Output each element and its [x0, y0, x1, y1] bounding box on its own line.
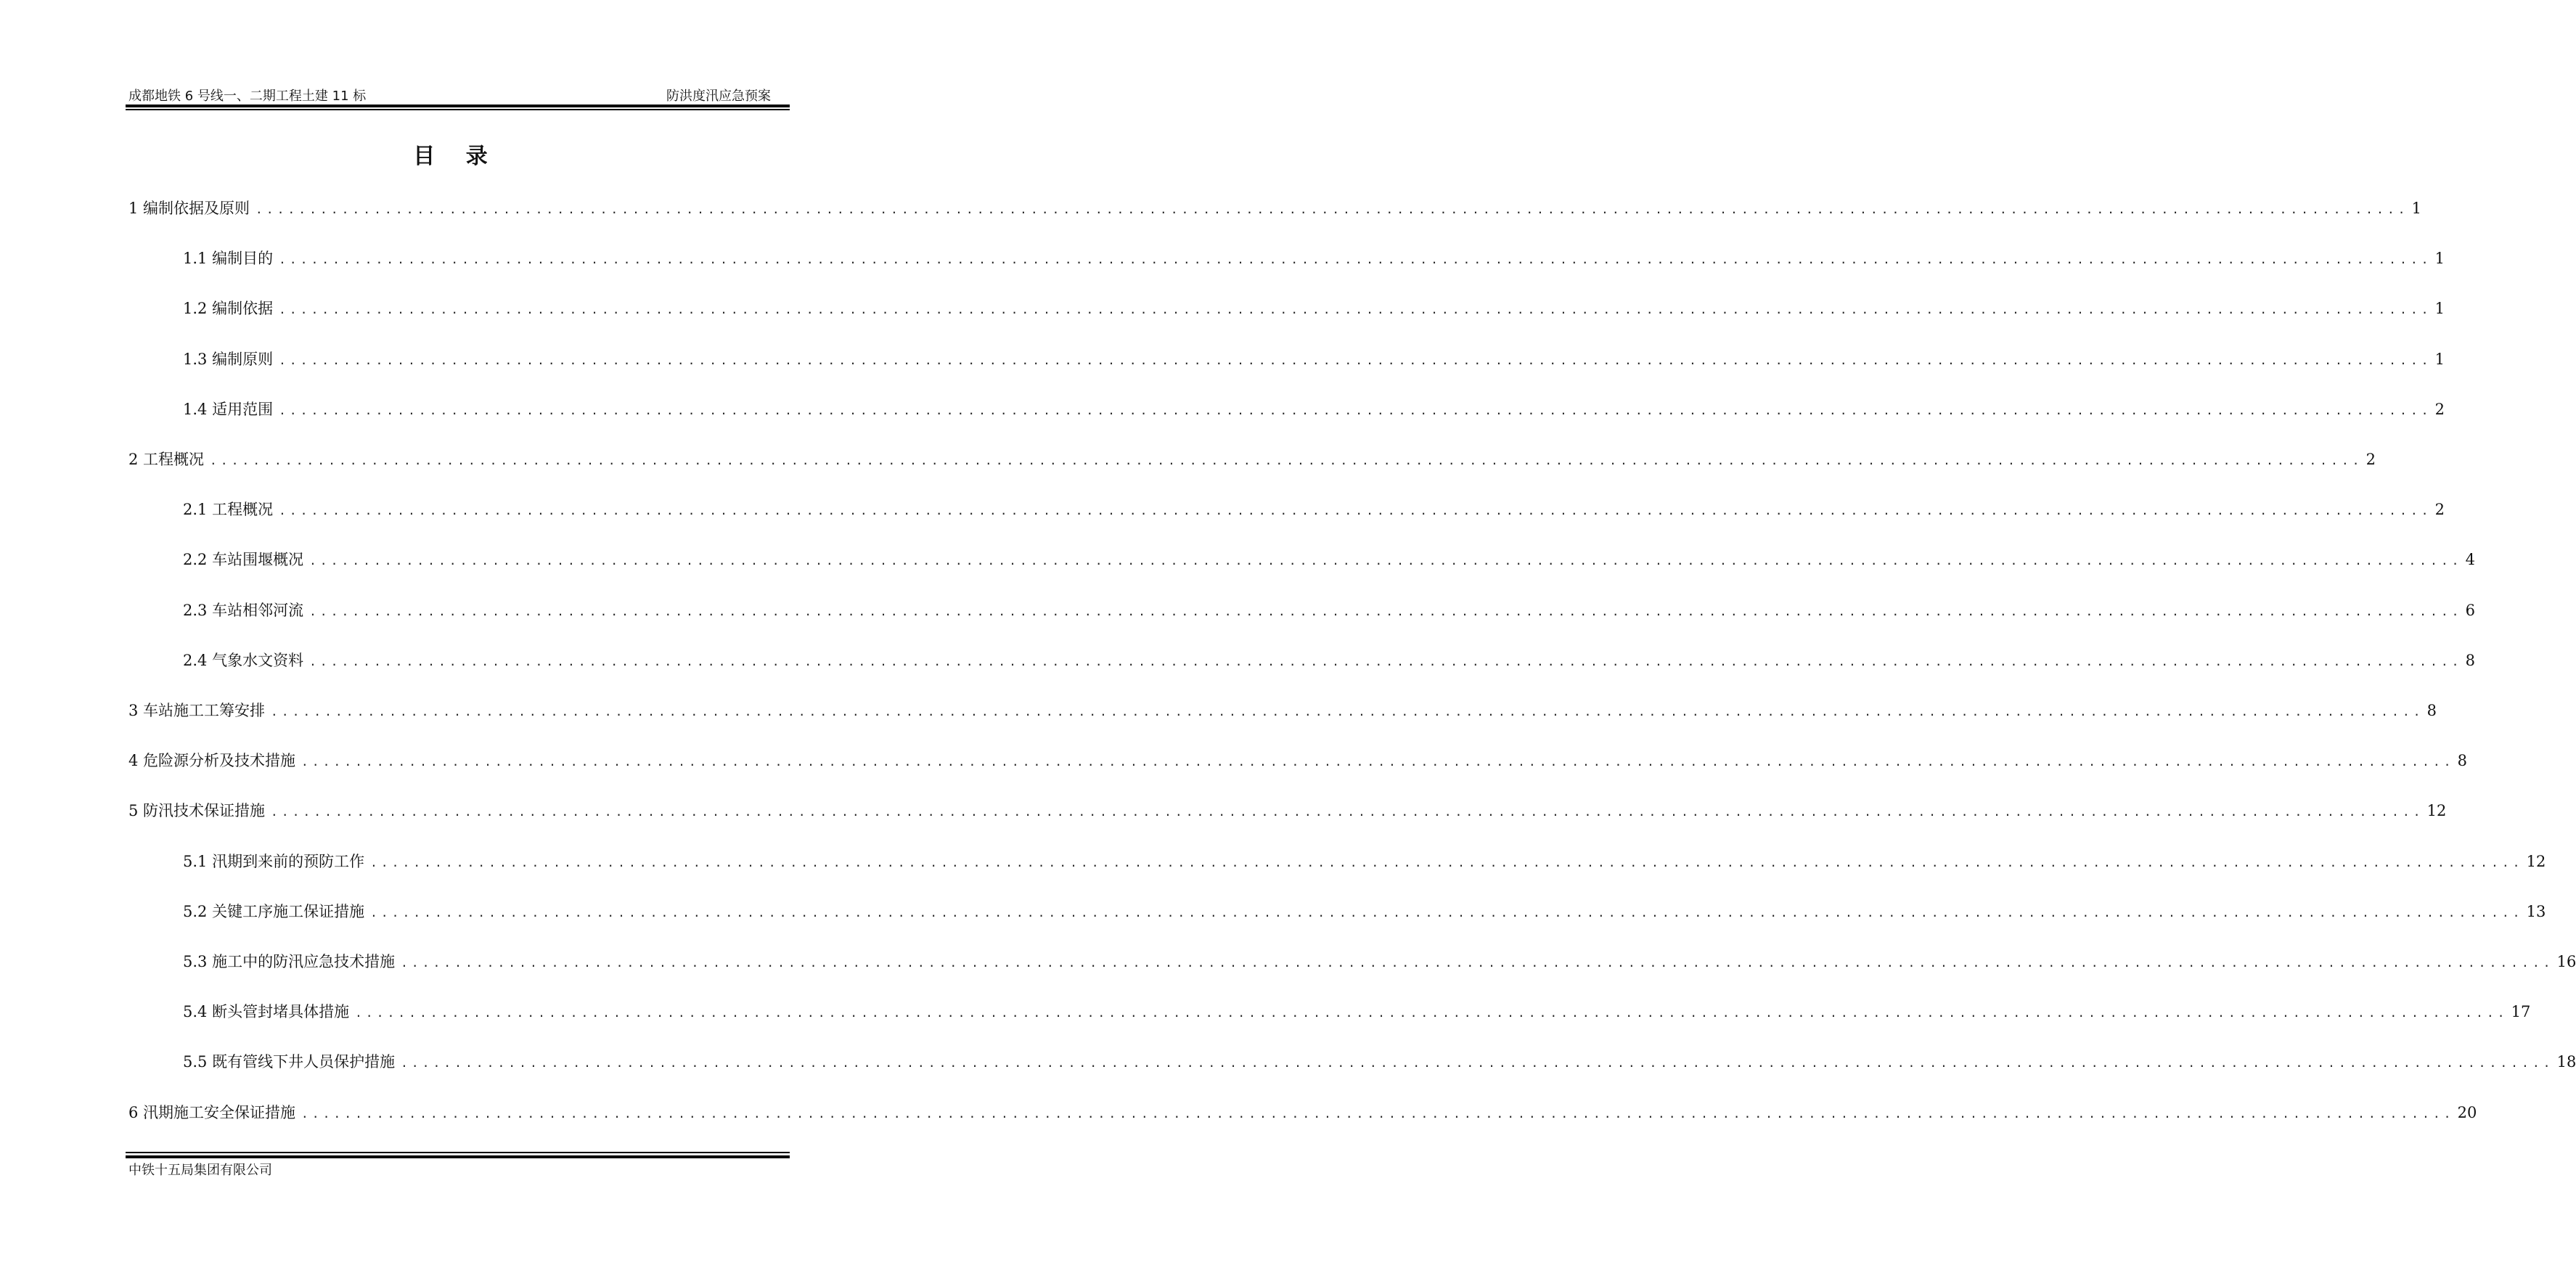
footer-rule-thick — [126, 1155, 790, 1158]
toc-entry-page-number: 20 — [2457, 1103, 2477, 1121]
toc-entry[interactable] — [183, 246, 2445, 271]
toc-entry-title: 5.4 断头管封堵具体措施 — [183, 1003, 350, 1021]
header-project-name: 成都地铁 6 号线一、二期工程土建 11 标 — [128, 89, 367, 104]
toc-dot-leader: ........................................................................................................................................................................................................ — [370, 855, 2524, 869]
toc-entry-page-number: 1 — [2411, 200, 2421, 217]
toc-entry-title: 5.2 关键工序施工保证措施 — [183, 902, 365, 920]
footer-rule-thin — [126, 1152, 790, 1153]
toc-entry[interactable] — [128, 798, 2447, 823]
toc-dot-leader: ........................................................................................................................................................................................................ — [370, 905, 2524, 920]
toc-entry[interactable] — [183, 849, 2546, 874]
toc-entry-page-number: 1 — [2434, 300, 2445, 318]
toc-entry-page-number: 12 — [2526, 852, 2546, 870]
toc-dot-leader: ........................................................................................................................................................................................................ — [309, 554, 2463, 568]
toc-entry-page-number: 2 — [2434, 501, 2445, 519]
toc-entry-title: 1.2 编制依据 — [183, 300, 274, 318]
toc-entry-page-number: 2 — [2366, 451, 2376, 468]
toc-dot-leader: ........................................................................................................................................................................................................ — [279, 403, 2432, 417]
toc-entry-title: 3 车站施工工筹安排 — [128, 702, 266, 719]
toc-entry-title: 6 汛期施工安全保证措施 — [128, 1103, 296, 1121]
toc-entry-page-number: 6 — [2465, 601, 2476, 619]
toc-entry-page-number: 12 — [2426, 802, 2447, 820]
toc-entry-page-number: 4 — [2465, 551, 2476, 569]
toc-entry-page-number: 1 — [2434, 350, 2445, 368]
toc-dot-leader: ........................................................................................................................................................................................................ — [301, 1106, 2455, 1121]
toc-entry[interactable] — [183, 547, 2476, 572]
toc-entry[interactable] — [183, 497, 2445, 522]
toc-entry-page-number: 16 — [2556, 953, 2576, 970]
toc-dot-leader: ........................................................................................................................................................................................................ — [309, 654, 2463, 668]
footer-company: 中铁十五局集团有限公司 — [128, 1163, 272, 1178]
toc-dot-leader: ........................................................................................................................................................................................................ — [301, 755, 2455, 769]
toc-entry-title: 2 工程概况 — [128, 451, 205, 468]
page-title: 目 录 — [413, 144, 499, 169]
toc-dot-leader: ........................................................................................................................................................................................................ — [271, 705, 2424, 719]
toc-dot-leader: ........................................................................................................................................................................................................ — [401, 1056, 2554, 1071]
toc-entry-title: 2.4 气象水文资料 — [183, 651, 304, 669]
toc-entry-title: 2.3 车站相邻河流 — [183, 601, 304, 619]
toc-dot-leader: ........................................................................................................................................................................................................ — [271, 805, 2424, 819]
toc-entry-page-number: 8 — [2457, 752, 2467, 770]
toc-entry[interactable] — [183, 999, 2531, 1024]
toc-dot-leader: ........................................................................................................................................................................................................ — [309, 604, 2463, 618]
toc-entry-title: 1.3 编制原则 — [183, 350, 274, 368]
toc-entry-title: 5.3 施工中的防汛应急技术措施 — [183, 953, 396, 970]
toc-entry-page-number: 8 — [2426, 702, 2437, 719]
toc-entry-page-number: 2 — [2434, 400, 2445, 418]
toc-entry-page-number: 8 — [2465, 651, 2476, 669]
toc-entry-title: 1.1 编制目的 — [183, 250, 274, 268]
toc-entry-title: 5 防汛技术保证措施 — [128, 802, 266, 820]
toc-entry-title: 5.1 汛期到来前的预防工作 — [183, 852, 365, 870]
toc-entry[interactable] — [128, 1100, 2477, 1125]
toc-entry-title: 5.5 既有管线下井人员保护措施 — [183, 1053, 396, 1071]
toc-entry[interactable] — [128, 698, 2437, 723]
toc-entry[interactable] — [183, 899, 2546, 924]
toc-dot-leader: ........................................................................................................................................................................................................ — [279, 504, 2432, 518]
header-document-name: 防洪度汛应急预案 — [666, 89, 771, 104]
toc-entry-title: 1.4 适用范围 — [183, 400, 274, 418]
toc-entry[interactable] — [183, 648, 2476, 673]
toc-dot-leader: ........................................................................................................................................................................................................ — [355, 1006, 2508, 1020]
toc-entry-title: 2.1 工程概况 — [183, 501, 274, 519]
toc-entry-page-number: 18 — [2556, 1053, 2576, 1071]
toc-entry[interactable] — [183, 598, 2476, 623]
toc-entry-page-number: 17 — [2511, 1003, 2531, 1021]
toc-entry[interactable] — [183, 1049, 2576, 1074]
toc-dot-leader: ........................................................................................................................................................................................................ — [279, 353, 2432, 367]
toc-entry[interactable] — [128, 447, 2376, 472]
toc-dot-leader: ........................................................................................................................................................................................................ — [255, 202, 2409, 216]
toc-entry[interactable] — [183, 296, 2445, 321]
toc-entry-title: 1 编制依据及原则 — [128, 200, 250, 217]
toc-entry[interactable] — [183, 397, 2445, 422]
toc-entry[interactable] — [128, 196, 2421, 221]
toc-dot-leader: ........................................................................................................................................................................................................ — [210, 454, 2363, 467]
toc-entry-title: 2.2 车站围堰概况 — [183, 551, 304, 569]
toc-entry-page-number: 1 — [2434, 250, 2445, 268]
toc-entry-page-number: 13 — [2526, 902, 2546, 920]
toc-dot-leader: ........................................................................................................................................................................................................ — [401, 956, 2554, 970]
toc-entry-title: 4 危险源分析及技术措施 — [128, 752, 296, 770]
toc-entry[interactable] — [183, 949, 2576, 974]
toc-dot-leader: ........................................................................................................................................................................................................ — [279, 303, 2432, 317]
toc-dot-leader: ........................................................................................................................................................................................................ — [279, 253, 2432, 267]
toc-entry[interactable] — [128, 748, 2467, 773]
toc-entry[interactable] — [183, 347, 2445, 372]
